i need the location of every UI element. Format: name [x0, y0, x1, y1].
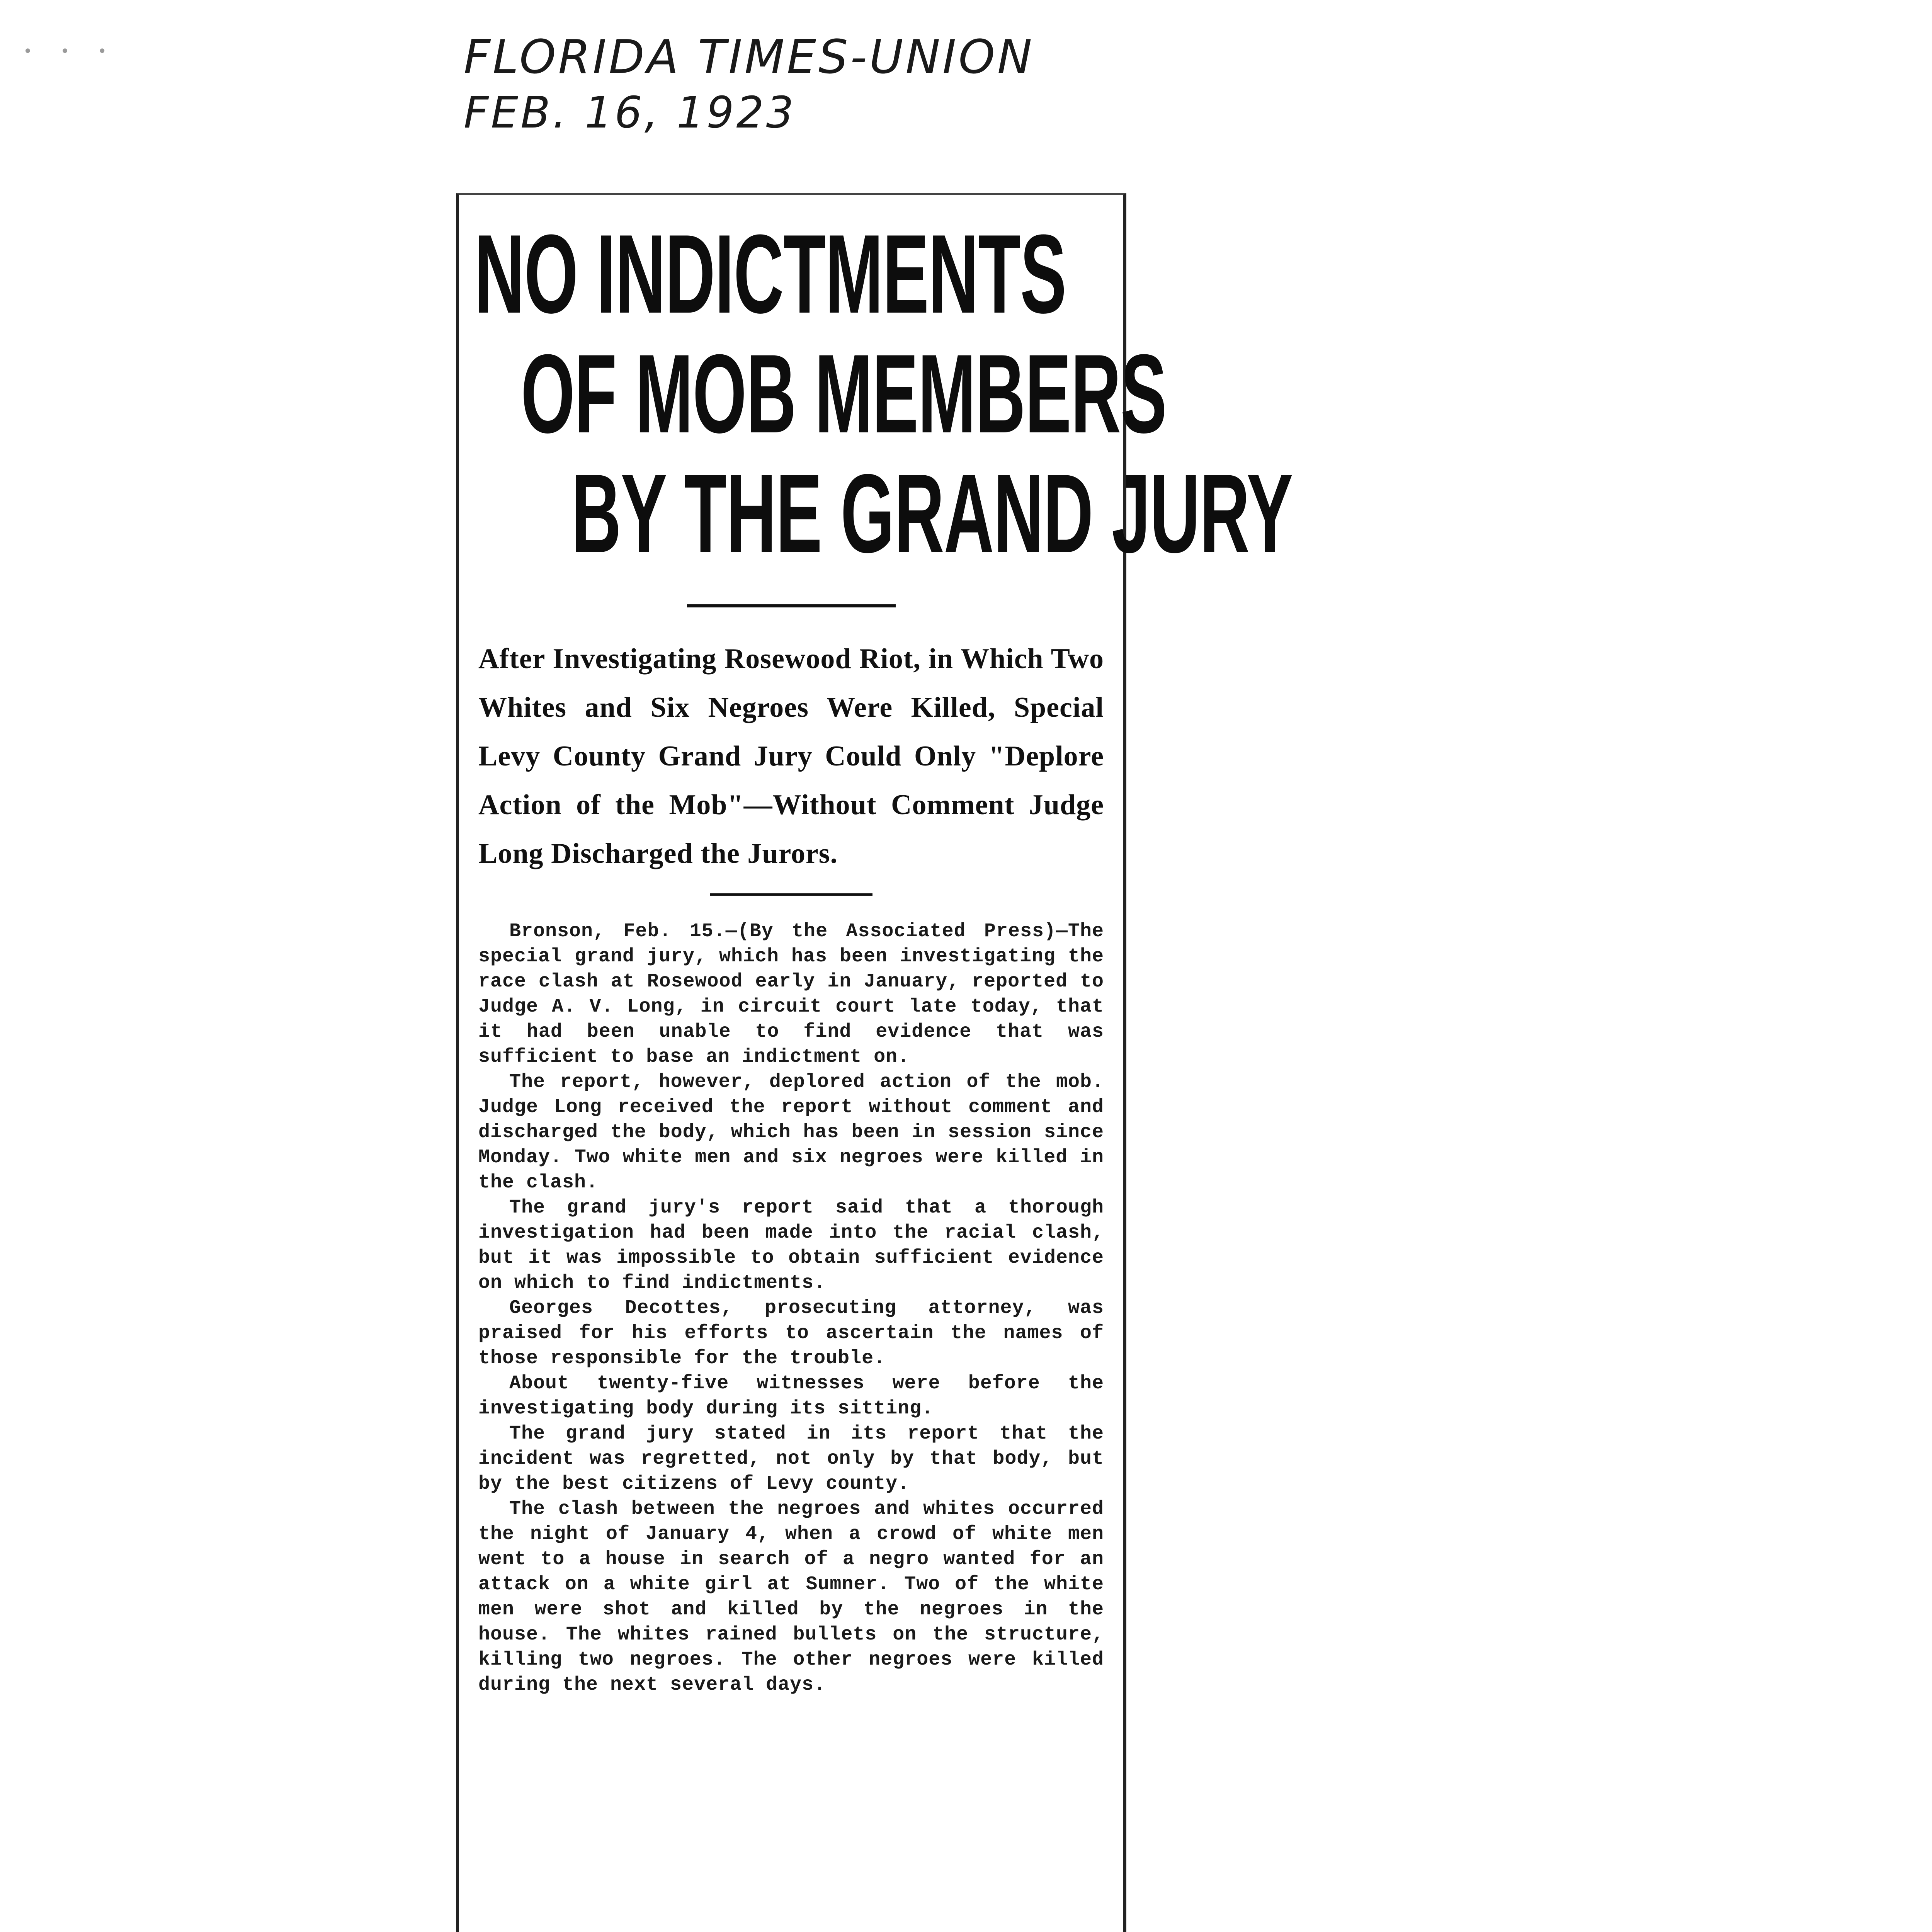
clipping-content — [474, 211, 1293, 1932]
deck-rule — [710, 893, 872, 896]
headline — [474, 211, 1293, 576]
newspaper-clipping — [456, 193, 1293, 1932]
subheadline-deck: After Investigating Rosewood Riot, in Which Two Whites and Six Negroes Were Killed, Special Levy County Grand Jury Could Only "Deplore Action of the Mob"—Without Comment Judge Long Discharged the Jurors. — [478, 643, 1104, 869]
article-paragraph: About twenty-five witnesses were before the investigating body during its sitting. — [478, 1372, 1104, 1420]
headline-line-1: NO INDICTMENTS — [474, 211, 1066, 337]
article-paragraph: The grand jury stated in its report that the incident was regretted, not only by that body, but by the best citizens of Levy county. — [478, 1423, 1104, 1495]
headline-line-2: OF MOB MEMBERS — [521, 331, 1167, 456]
annotation-date: FEB. 16, 1923 — [464, 88, 796, 138]
scan-specks: • • • — [23, 43, 119, 60]
article-paragraph: The clash between the negroes and whites occurred the night of January 4, when a crowd of white men went to a house in search of a negro wanted for an attack on a white girl at Sumner. Two of the white men were shot and killed by the negroes in the house. The whites rained bullets on the structure, killing two negroes. The other negroes were killed during the next several days. — [478, 1498, 1104, 1696]
headline-rule — [687, 604, 896, 607]
headline-line-3: BY THE GRAND JURY — [571, 451, 1293, 576]
article-paragraph: Georges Decottes, prosecuting attorney, was praised for his efforts to ascertain the names of those responsible for the trouble. — [478, 1297, 1104, 1369]
article-paragraph: Bronson, Feb. 15.—(By the Associated Press)—The special grand jury, which has been investigating the race clash at Rosewood early in January, reported to Judge A. V. Long, in circuit court late today, that it had been unable to find evidence that was sufficient to base an indictment on. — [478, 920, 1104, 1068]
article-body — [474, 919, 1108, 1697]
annotation-newspaper-name: FLORIDA TIMES-UNION — [464, 31, 1034, 84]
handwritten-annotation — [464, 31, 1034, 138]
article-paragraph: The grand jury's report said that a thorough investigation had been made into the racial clash, but it was impossible to obtain sufficient evidence on which to find indictments. — [478, 1197, 1104, 1294]
article-paragraph: The report, however, deplored action of the mob. Judge Long received the report without comment and discharged the body, which has been in session since Monday. Two white men and six negroes were killed in the clash. — [478, 1071, 1104, 1194]
